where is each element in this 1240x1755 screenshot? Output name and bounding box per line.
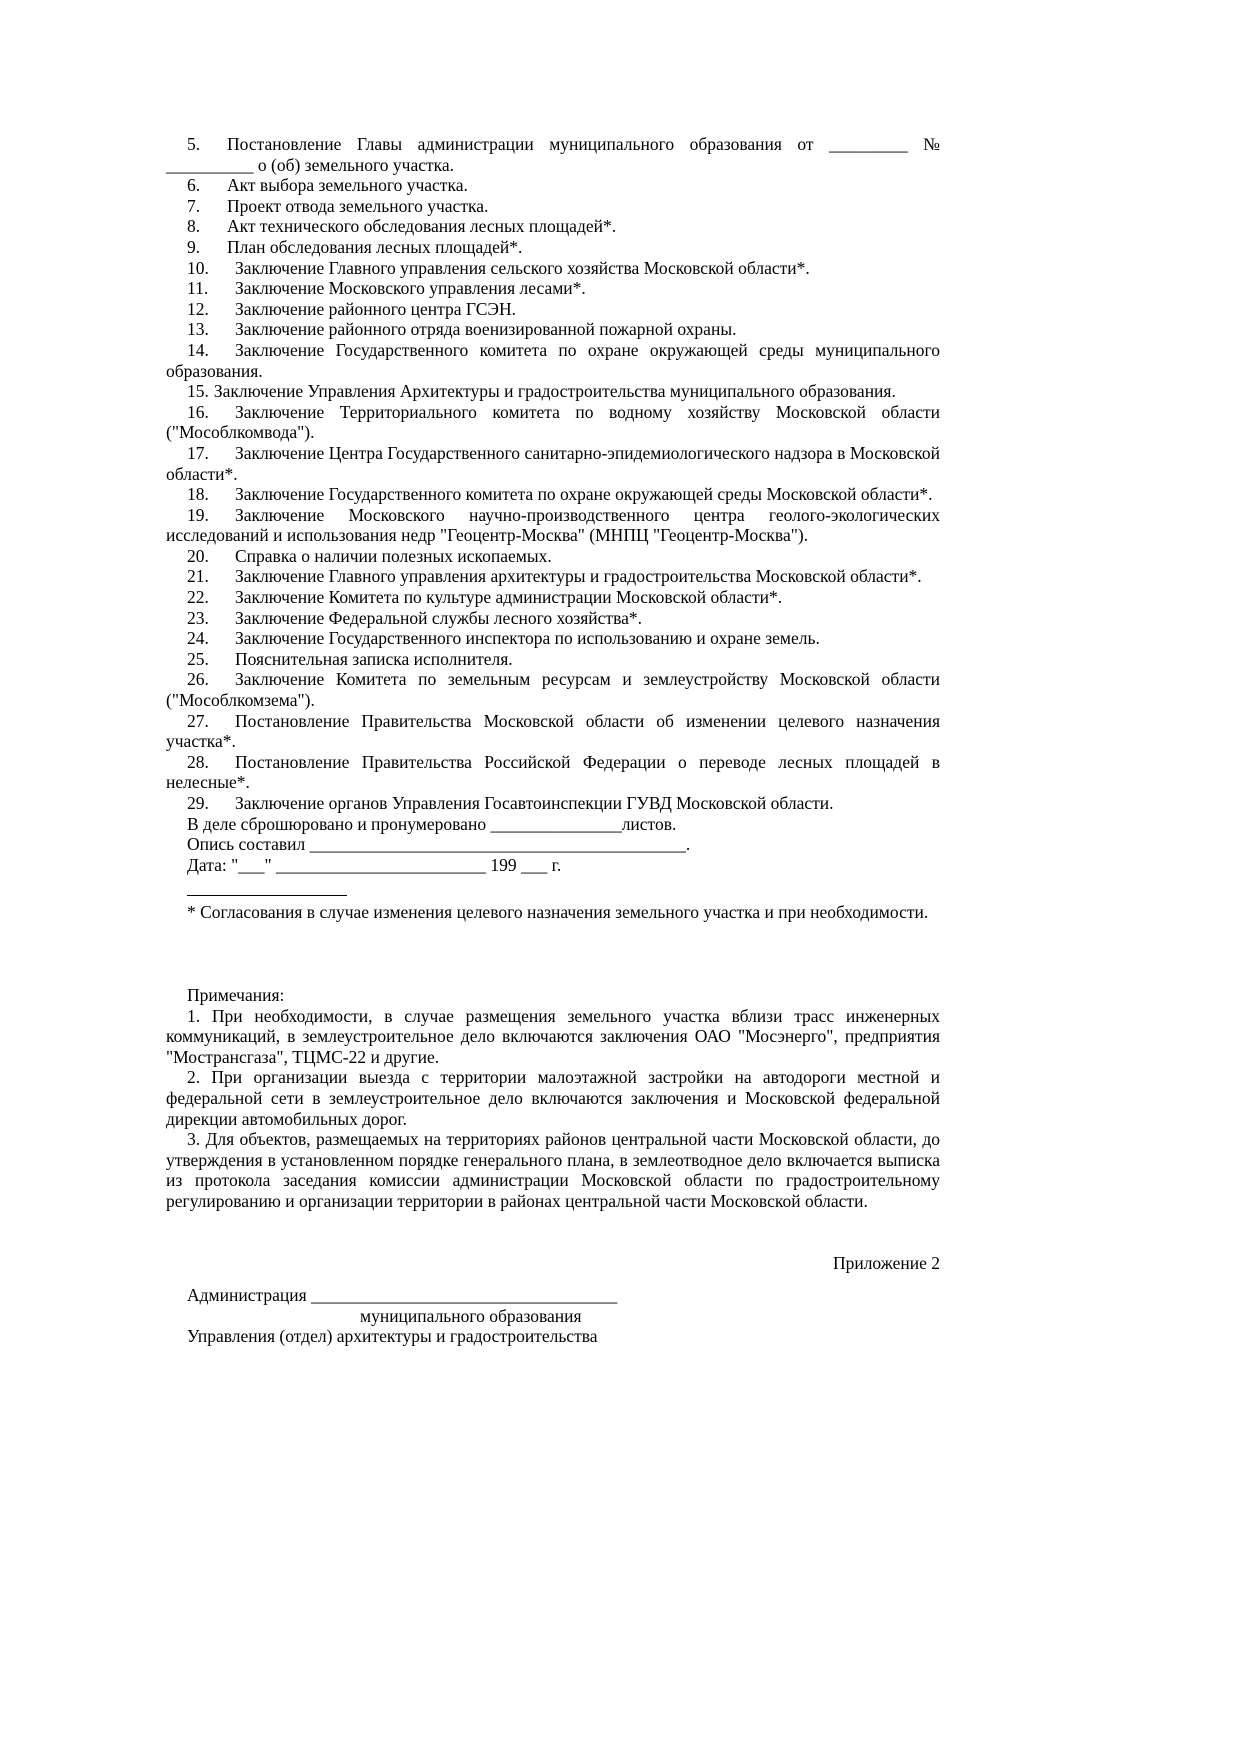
- footnote: * Согласования в случае изменения целевого назначения земельного участка и при необходимости.: [187, 902, 929, 923]
- list-item: [166, 628, 940, 649]
- item-text: Заключение Главного управления архитектуры и градостроительства Московской области*.: [235, 566, 922, 587]
- item-text: Постановление Правительства Московской области об изменении целевого назначения участка*.: [166, 710, 940, 752]
- note-1: 1. При необходимости, в случае размещения земельного участка вблизи трасс инженерных коммуникаций, в землеустроительное дело включаются заключения ОАО "Мосэнерго", предприятия "Мострансгаза", ТЦМС-22 и другие.: [166, 1005, 940, 1067]
- list-item: [166, 608, 940, 629]
- item-text: Заключение Территориального комитета по водному хозяйству Московской области ("Мособлкомвода").: [166, 401, 940, 443]
- municipal-caption: муниципального образования: [360, 1305, 582, 1326]
- item-text: Акт технического обследования лесных площадей*.: [227, 216, 617, 237]
- document-page: [166, 134, 940, 1347]
- item-text: Заключение Центра Государственного санитарно-эпидемиологического надзора в Московской области*.: [166, 442, 940, 484]
- item-number: 28.: [187, 751, 209, 772]
- item-number: 16.: [187, 401, 209, 422]
- item-number: 8.: [187, 216, 201, 237]
- note-3: 3. Для объектов, размещаемых на территориях районов центральной части Московской области, до утверждения в установленном порядке генерального плана, в землеотводное дело включается выписка из протокола заседания комиссии администрации Московской области по градостроительному регулированию и организации территории в районах центральной части Московской области.: [166, 1129, 940, 1211]
- compiled-line: Опись составил ___________________________________________.: [187, 834, 691, 855]
- footnote-separator: [187, 895, 347, 896]
- item-number: 21.: [187, 566, 209, 587]
- list-item: [166, 752, 940, 793]
- list-item: [166, 134, 940, 175]
- list-item: [166, 216, 940, 237]
- item-text: Заключение Управления Архитектуры и градостроительства муниципального образования.: [213, 381, 896, 402]
- item-number: 25.: [187, 648, 209, 669]
- item-number: 9.: [187, 236, 201, 257]
- item-text: Заключение Комитета по земельным ресурсам и землеустройству Московской области ("Мособлкомзема").: [166, 669, 940, 711]
- department-line: Управления (отдел) архитектуры и градостроительства: [187, 1326, 598, 1347]
- item-text: Заключение Комитета по культуре администрации Московской области*.: [235, 587, 783, 608]
- item-text: Заключение районного отряда военизированной пожарной охраны.: [235, 319, 737, 340]
- item-text: Заключение Государственного комитета по охране окружающей среды муниципального образования.: [166, 339, 940, 381]
- notes-title: Примечания:: [187, 984, 285, 1005]
- list-item: [166, 319, 940, 340]
- item-text: Справка о наличии полезных ископаемых.: [235, 545, 552, 566]
- document-list: [166, 134, 940, 814]
- item-number: 5.: [187, 134, 201, 154]
- item-text: Заключение Московского управления лесами*.: [235, 278, 586, 299]
- admin-line: Администрация ___________________________________: [187, 1285, 618, 1306]
- item-number: 11.: [187, 278, 209, 299]
- item-number: 23.: [187, 607, 209, 628]
- item-number: 26.: [187, 669, 209, 690]
- list-item: [166, 402, 940, 443]
- list-item: [166, 340, 940, 381]
- item-text: Заключение Государственного комитета по охране окружающей среды Московской области*.: [235, 484, 933, 505]
- date-line: Дата: "___" ________________________ 199 ___ г.: [187, 854, 562, 875]
- list-item: [166, 237, 940, 258]
- item-text: Пояснительная записка исполнителя.: [235, 648, 513, 669]
- item-number: 19.: [187, 504, 209, 525]
- list-item: [166, 196, 940, 217]
- list-item: [166, 299, 940, 320]
- item-text: Заключение районного центра ГСЭН.: [235, 298, 516, 319]
- item-number: 10.: [187, 257, 209, 278]
- list-item: [166, 175, 940, 196]
- item-number: 18.: [187, 484, 209, 505]
- item-text: Акт выбора земельного участка.: [227, 175, 468, 196]
- list-item: [166, 484, 940, 505]
- item-number: 17.: [187, 442, 209, 463]
- item-text: Постановление Главы администрации муниципального образования от _________ № __________ о (об) земельного участка.: [166, 134, 940, 175]
- item-number: 6.: [187, 175, 201, 196]
- sheets-line: В деле сброшюровано и пронумеровано _______________листов.: [187, 813, 677, 834]
- item-number: 12.: [187, 298, 209, 319]
- note-2: 2. При организации выезда с территории малоэтажной застройки на автодороги местной и федеральной сети в землеустроительное дело включаются заключения и Московской федеральной дирекции автомобильных дорог.: [166, 1067, 940, 1129]
- item-text: Заключение Московского научно-производственного центра геолого-экологических исследований и использования недр "Геоцентр-Москва" (МНПЦ "Геоцентр-Москва").: [166, 504, 940, 546]
- item-text: Заключение Главного управления сельского хозяйства Московской области*.: [235, 257, 810, 278]
- item-number: 15.: [187, 381, 209, 402]
- list-item: [166, 546, 940, 567]
- list-item: [166, 381, 940, 402]
- list-item: [166, 258, 940, 279]
- item-text: Постановление Правительства Российской Федерации о переводе лесных площадей в нелесные*.: [166, 751, 940, 793]
- item-text: Заключение органов Управления Госавтоинспекции ГУВД Московской области.: [235, 793, 834, 813]
- item-text: Заключение Федеральной службы лесного хозяйства*.: [235, 607, 642, 628]
- item-number: 24.: [187, 628, 209, 649]
- list-item: [166, 443, 940, 484]
- list-item: [166, 566, 940, 587]
- list-item: [166, 649, 940, 670]
- item-number: 14.: [187, 339, 209, 360]
- item-number: 7.: [187, 195, 201, 216]
- list-item: [166, 587, 940, 608]
- list-item: [166, 793, 940, 814]
- item-number: 27.: [187, 710, 209, 731]
- item-text: Проект отвода земельного участка.: [227, 195, 489, 216]
- list-item: [166, 669, 940, 710]
- list-item: [166, 505, 940, 546]
- list-item: [166, 711, 940, 752]
- item-text: Заключение Государственного инспектора по использованию и охране земель.: [235, 628, 820, 649]
- item-number: 29.: [187, 793, 209, 813]
- item-number: 22.: [187, 587, 209, 608]
- item-number: 20.: [187, 545, 209, 566]
- item-text: План обследования лесных площадей*.: [227, 236, 523, 257]
- appendix-label: Приложение 2: [832, 1252, 940, 1273]
- item-number: 13.: [187, 319, 209, 340]
- list-item: [166, 278, 940, 299]
